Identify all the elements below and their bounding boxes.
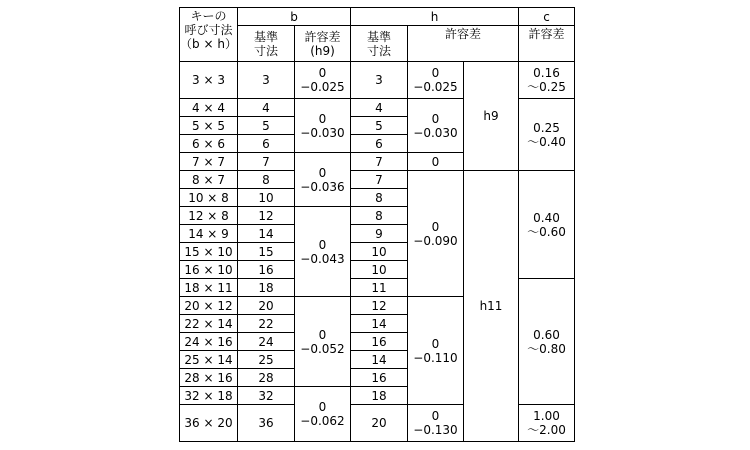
- table-row: [180, 62, 575, 99]
- h-tolerance-cell-line: 0: [431, 219, 440, 234]
- b-base-cell: 16: [238, 261, 295, 279]
- header-nominal-size-line: 呼び寸法: [184, 23, 233, 37]
- nominal-size-cell: 20 × 12: [180, 297, 238, 315]
- header-nominal-size: [180, 8, 238, 62]
- h-base-cell: 10: [351, 243, 408, 261]
- nominal-size-cell: 3 × 3: [180, 62, 238, 99]
- b-base-cell: 36: [238, 405, 295, 442]
- nominal-size-cell: 15 × 10: [180, 243, 238, 261]
- h-base-cell: 7: [351, 153, 408, 171]
- b-tolerance-cell-line: 0: [318, 66, 327, 80]
- h-class-cell: h11: [464, 171, 519, 442]
- h-tolerance-cell-line: −0.090: [413, 233, 458, 248]
- nominal-size-cell: 25 × 14: [180, 351, 238, 369]
- b-tolerance-cell: [295, 297, 351, 387]
- nominal-size-cell: 16 × 10: [180, 261, 238, 279]
- b-tolerance-cell-line: 0: [318, 165, 327, 180]
- b-tolerance-cell-line: 0: [318, 327, 327, 342]
- h-base-cell: 14: [351, 315, 408, 333]
- b-base-cell: 18: [238, 279, 295, 297]
- b-tolerance-cell-line: −0.025: [300, 80, 345, 94]
- b-base-cell: 7: [238, 153, 295, 171]
- nominal-size-cell: 36 × 20: [180, 405, 238, 442]
- b-tolerance-cell-line: 0: [318, 400, 327, 414]
- h-base-cell: 8: [351, 207, 408, 225]
- b-tolerance-cell-line: 0: [318, 111, 327, 126]
- h-base-cell: 9: [351, 225, 408, 243]
- b-tolerance-cell-line: −0.036: [300, 179, 345, 194]
- nominal-size-cell: 24 × 16: [180, 333, 238, 351]
- nominal-size-cell: 10 × 8: [180, 189, 238, 207]
- header-c: c: [519, 8, 575, 26]
- header-b-tolerance-line: 許容差: [304, 29, 341, 44]
- nominal-size-cell: 12 × 8: [180, 207, 238, 225]
- header-h-base-line: 基準: [366, 29, 391, 44]
- h-tolerance-cell-line: −0.030: [413, 125, 458, 140]
- c-tolerance-cell-line: ～2.00: [527, 423, 566, 437]
- nominal-size-cell: 28 × 16: [180, 369, 238, 387]
- nominal-size-cell: 18 × 11: [180, 279, 238, 297]
- h-base-cell: 6: [351, 135, 408, 153]
- b-base-cell: 3: [238, 62, 295, 99]
- b-base-cell: 4: [238, 99, 295, 117]
- h-base-cell: 16: [351, 333, 408, 351]
- h-tolerance-cell-line: −0.110: [413, 350, 458, 365]
- c-tolerance-cell: [519, 405, 575, 442]
- c-tolerance-cell-line: 1.00: [533, 409, 560, 423]
- h-tolerance-cell-line: −0.025: [413, 80, 458, 94]
- header-h-base-line: 寸法: [366, 43, 391, 58]
- h-base-cell: 12: [351, 297, 408, 315]
- b-base-cell: 25: [238, 351, 295, 369]
- c-tolerance-cell-line: 0.40: [533, 210, 560, 225]
- header-h-base: [351, 26, 408, 62]
- b-base-cell: 14: [238, 225, 295, 243]
- h-tolerance-cell-line: 0: [431, 336, 440, 351]
- b-tolerance-cell: [295, 153, 351, 207]
- key-dimension-table: [179, 7, 575, 442]
- b-base-cell: 5: [238, 117, 295, 135]
- nominal-size-cell: 8 × 7: [180, 171, 238, 189]
- c-tolerance-cell: [519, 171, 575, 279]
- b-base-cell: 32: [238, 387, 295, 405]
- header-c-tolerance: 許容差: [519, 26, 575, 62]
- c-tolerance-cell: [519, 62, 575, 99]
- h-tolerance-cell: [408, 99, 464, 153]
- b-tolerance-cell-line: −0.030: [300, 125, 345, 140]
- table-row: [180, 171, 575, 189]
- h-base-cell: 8: [351, 189, 408, 207]
- h-tolerance-cell: [408, 171, 464, 297]
- h-base-cell: 3: [351, 62, 408, 99]
- nominal-size-cell: 22 × 14: [180, 315, 238, 333]
- h-tolerance-cell: [408, 405, 464, 442]
- header-row: [180, 26, 575, 44]
- b-base-cell: 20: [238, 297, 295, 315]
- h-base-cell: 5: [351, 117, 408, 135]
- c-tolerance-cell-line: ～0.40: [527, 134, 566, 149]
- h-base-cell: 10: [351, 261, 408, 279]
- b-tolerance-cell-line: 0: [318, 237, 327, 252]
- header-h-tolerance: 許容差: [408, 26, 519, 62]
- b-base-cell: 12: [238, 207, 295, 225]
- table-body: [180, 8, 575, 442]
- c-tolerance-cell: [519, 279, 575, 405]
- h-base-cell: 7: [351, 171, 408, 189]
- b-base-cell: 15: [238, 243, 295, 261]
- h-tolerance-cell: [408, 297, 464, 405]
- h-base-cell: 20: [351, 405, 408, 442]
- header-row: [180, 8, 575, 26]
- b-base-cell: 8: [238, 171, 295, 189]
- header-b-tolerance: [295, 26, 351, 62]
- h-tolerance-cell-line: 0: [431, 111, 440, 126]
- header-b: b: [238, 8, 351, 26]
- c-tolerance-cell-line: 0.25: [533, 120, 560, 135]
- nominal-size-cell: 4 × 4: [180, 99, 238, 117]
- c-tolerance-cell-line: 0.16: [533, 66, 560, 80]
- h-tolerance-cell-line: 0: [431, 409, 440, 423]
- h-base-cell: 18: [351, 387, 408, 405]
- b-base-cell: 22: [238, 315, 295, 333]
- b-base-cell: 24: [238, 333, 295, 351]
- b-tolerance-cell-line: −0.062: [300, 414, 345, 428]
- b-base-cell: 28: [238, 369, 295, 387]
- nominal-size-cell: 5 × 5: [180, 117, 238, 135]
- header-b-base-line: 基準: [253, 29, 278, 44]
- header-b-base-line: 寸法: [253, 43, 278, 58]
- b-tolerance-cell: [295, 207, 351, 297]
- h-base-cell: 14: [351, 351, 408, 369]
- b-tolerance-cell-line: −0.043: [300, 251, 345, 266]
- header-b-base: [238, 26, 295, 62]
- b-base-cell: 6: [238, 135, 295, 153]
- h-tolerance-cell-line: 0: [431, 66, 440, 80]
- nominal-size-cell: 7 × 7: [180, 153, 238, 171]
- c-tolerance-cell-line: ～0.80: [527, 341, 566, 356]
- b-tolerance-cell-line: −0.052: [300, 341, 345, 356]
- h-tolerance-cell: [408, 153, 464, 171]
- c-tolerance-cell-line: ～0.25: [527, 80, 566, 94]
- header-nominal-size-line: （b × h）: [180, 37, 237, 51]
- h-base-cell: 4: [351, 99, 408, 117]
- b-tolerance-cell: [295, 387, 351, 442]
- h-tolerance-cell-line: 0: [431, 154, 440, 169]
- h-base-cell: 16: [351, 369, 408, 387]
- nominal-size-cell: 32 × 18: [180, 387, 238, 405]
- h-tolerance-cell: [408, 62, 464, 99]
- c-tolerance-cell-line: 0.60: [533, 327, 560, 342]
- h-base-cell: 11: [351, 279, 408, 297]
- h-tolerance-cell-line: −0.130: [413, 423, 458, 437]
- b-tolerance-cell: [295, 99, 351, 153]
- b-tolerance-cell: [295, 62, 351, 99]
- c-tolerance-cell: [519, 99, 575, 171]
- c-tolerance-cell-line: ～0.60: [527, 224, 566, 239]
- header-nominal-size-line: キーの: [190, 9, 227, 23]
- nominal-size-cell: 6 × 6: [180, 135, 238, 153]
- header-h: h: [351, 8, 519, 26]
- b-base-cell: 10: [238, 189, 295, 207]
- nominal-size-cell: 14 × 9: [180, 225, 238, 243]
- header-b-tolerance-line: (h9): [310, 43, 335, 58]
- h-class-cell: h9: [464, 62, 519, 171]
